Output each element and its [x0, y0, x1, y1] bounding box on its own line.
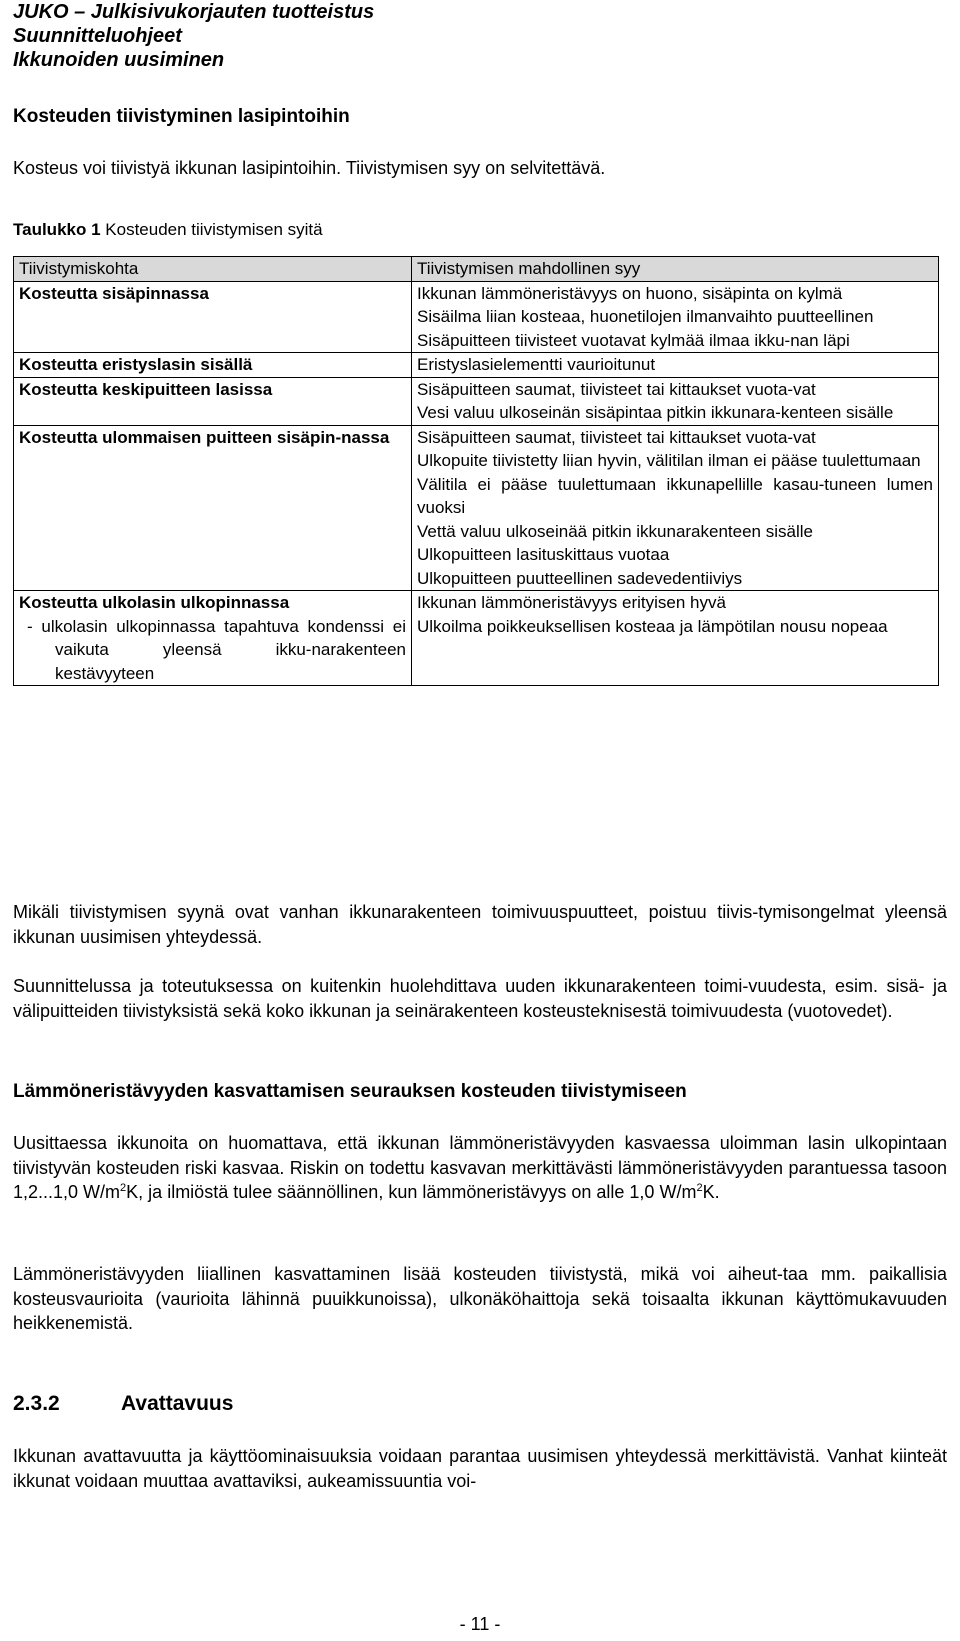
table-caption-label: Taulukko 1: [13, 220, 101, 239]
table-cell-causes: [412, 353, 939, 378]
cause-item: Ulkoilma poikkeuksellisen kosteaa ja lämpötilan nousu nopeaa: [417, 616, 888, 636]
cause-item: Eristyslasielementti vaurioitunut: [417, 355, 656, 374]
table-cell-causes: [412, 377, 939, 425]
paragraph-openability: Ikkunan avattavuutta ja käyttöominaisuuksia voidaan parantaa uusimisen yhteydessä merkittävistä. Vanhat kiinteät ikkunat voidaan muuttaa avattaviksi, aukeamissuuntia voi-: [13, 1446, 947, 1491]
paragraph-design: Suunnittelussa ja toteutuksessa on kuitenkin huolehdittava uuden ikkunarakenteen toimi-vuudesta, esim. sisä- ja välipuitteiden tiivistyksistä sekä koko ikkunan ja seinärakenteen kosteusteknisestä toimivuudesta (vuotovedet).: [13, 976, 947, 1021]
cause-item: Sisäpuitteen tiivisteet vuotavat kylmää ilmaa ikku-nan läpi: [417, 330, 850, 350]
cause-item: Ulkopuitteen lasituskittaus vuotaa: [417, 545, 670, 564]
section-title: Avattavuus: [121, 1392, 234, 1415]
condensation-causes-table: [13, 256, 939, 686]
header-line-1: JUKO – Julkisivukorjauten tuotteistus: [13, 1, 375, 23]
section-heading-condensation: Kosteuden tiivistyminen lasipintoihin: [13, 106, 350, 127]
cause-item: Sisäilma liian kosteaa, huonetilojen ilmanvaihto puutteellinen: [417, 307, 874, 326]
insulation-text-c: K.: [702, 1182, 720, 1202]
table-caption: [13, 220, 323, 240]
cause-item: Ikkunan lämmöneristävyys on huono, sisäpinta on kylmä: [417, 283, 843, 303]
table-header-location: Tiivistymiskohta: [14, 257, 412, 282]
paragraph-insulation-excess: Lämmöneristävyyden liiallinen kasvattaminen lisää kosteuden tiivistystä, mikä voi aiheut-taa mm. paikallisia kosteusvaurioita (vaurioita lähinnä puuikkunoissa), ulkonäköhaittoja sekä toisaalta ikkunan käyttömukavuuden heikkenemistä.: [13, 1264, 947, 1333]
table-row: [14, 353, 939, 378]
insulation-text-b: K, ja ilmiöstä tulee säännöllinen, kun lämmöneristävyys on alle 1,0 W/m: [126, 1182, 697, 1202]
intro-paragraph: Kosteus voi tiivistyä ikkunan lasipintoihin. Tiivistymisen syy on selvitettävä.: [13, 158, 606, 178]
page-number: - 11 -: [459, 1614, 501, 1634]
table-row: [14, 591, 939, 686]
table-cell-causes: [412, 591, 939, 686]
table-header-cause: Tiivistymisen mahdollinen syy: [412, 257, 939, 282]
paragraph-renewal: Mikäli tiivistymisen syynä ovat vanhan ikkunarakenteen toimivuuspuutteet, poistuu tiivis-tymisongelmat yleensä ikkunan uusimisen yhteydessä.: [13, 902, 947, 947]
table-cell-location: Kosteutta ulommaisen puitteen sisäpin-nassa: [14, 425, 412, 591]
cause-item: Välitila ei pääse tuulettumaan ikkunapellille kasau-tuneen lumen vuoksi: [417, 474, 933, 517]
table-cell-location: Kosteutta eristyslasin sisällä: [14, 353, 412, 378]
table-cell-location: Kosteutta keskipuitteen lasissa: [14, 377, 412, 425]
table-cell-causes: [412, 425, 939, 591]
section-number: 2.3.2: [13, 1392, 60, 1415]
paragraph-insulation-risk: [13, 1131, 947, 1205]
cause-item: Sisäpuitteen saumat, tiivisteet tai kittaukset vuota-vat: [417, 427, 816, 447]
insulation-text-a: Uusittaessa ikkunoita on huomattava, että ikkunan lämmöneristävyyden kasvaessa uloimman lasin ulkopintaan tiivistyvän kosteuden riski kasvaa. Riskin on todettu kasvavan merkittävästi lämmöneristävyyden parantuessa tasoon 1,2...1,0 W/m: [13, 1133, 947, 1202]
table-cell-location: [14, 591, 412, 686]
superscript: 2: [120, 1182, 127, 1194]
table-cell-causes: [412, 281, 939, 353]
header-line-3: Ikkunoiden uusiminen: [13, 49, 225, 71]
superscript: 2: [696, 1182, 703, 1194]
table-header-row: [14, 257, 939, 282]
section-heading-insulation: Lämmöneristävyyden kasvattamisen seurauksen kosteuden tiivistymiseen: [13, 1081, 687, 1102]
table-row: [14, 377, 939, 425]
header-line-2: Suunnitteluohjeet: [13, 25, 182, 47]
table-row: [14, 281, 939, 353]
location-sub-note: - ulkolasin ulkopinnassa tapahtuva kondenssi ei vaikuta yleensä ikku-narakenteen kestävyyteen: [27, 616, 406, 683]
table-caption-text: Kosteuden tiivistymisen syitä: [105, 220, 323, 239]
table-row: [14, 425, 939, 591]
document-header: [13, 0, 374, 72]
cause-item: Ikkunan lämmöneristävyys erityisen hyvä: [417, 593, 726, 612]
cause-item: Vettä valuu ulkoseinää pitkin ikkunarakenteen sisälle: [417, 521, 813, 541]
cause-item: Sisäpuitteen saumat, tiivisteet tai kittaukset vuota-vat: [417, 379, 816, 399]
location-label: Kosteutta ulkolasin ulkopinnassa: [19, 593, 290, 612]
cause-item: Vesi valuu ulkoseinän sisäpintaa pitkin ikkunara-kenteen sisälle: [417, 403, 894, 422]
cause-item: Ulkopuitteen puutteellinen sadevedentiiviys: [417, 568, 743, 588]
table-cell-location: Kosteutta sisäpinnassa: [14, 281, 412, 353]
cause-item: Ulkopuite tiivistetty liian hyvin, välitilan ilman ei pääse tuulettumaan: [417, 451, 921, 470]
